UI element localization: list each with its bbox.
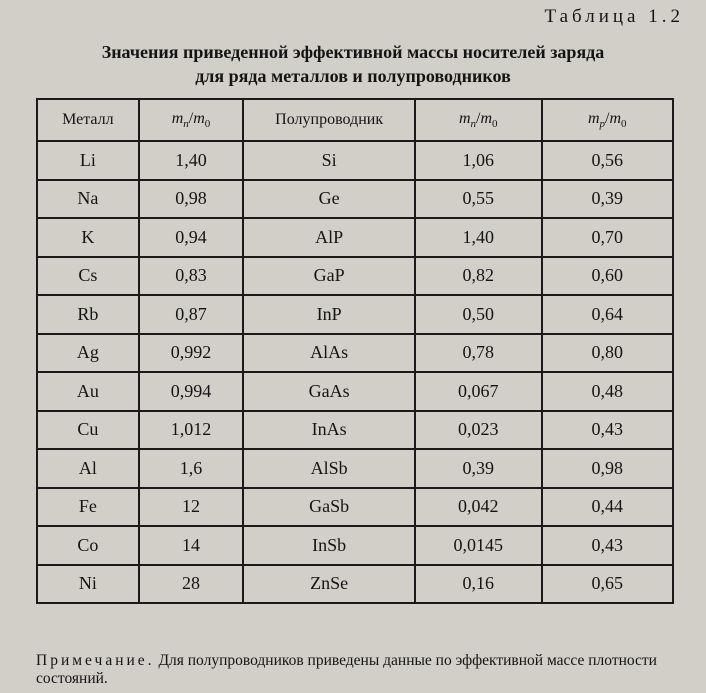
mp-cell: 0,56 (542, 141, 674, 180)
semiconductor-cell: GaAs (243, 372, 415, 411)
metal-value-cell: 0,94 (139, 218, 244, 257)
semiconductor-cell: InP (243, 295, 415, 334)
header-metal: Металл (37, 99, 139, 141)
metal-value-cell: 28 (139, 565, 244, 604)
metal-value-cell: 1,6 (139, 449, 244, 488)
mn-cell: 0,50 (415, 295, 542, 334)
mn-cell: 0,82 (415, 257, 542, 296)
metal-value-cell: 0,87 (139, 295, 244, 334)
metal-value-cell: 1,012 (139, 411, 244, 450)
metal-value-cell: 12 (139, 488, 244, 527)
mn-cell: 0,067 (415, 372, 542, 411)
header-row (37, 99, 673, 141)
table-row (37, 218, 673, 257)
mp-cell: 0,60 (542, 257, 674, 296)
header-metal-ratio: $m_n/m_0$ (139, 99, 244, 141)
table-row (37, 180, 673, 219)
table-row (37, 372, 673, 411)
mp-cell: 0,80 (542, 334, 674, 373)
header-semiconductor: Полупроводник (243, 99, 415, 141)
metal-cell: K (37, 218, 139, 257)
table-row (37, 411, 673, 450)
note-label: Примечание. (36, 652, 155, 669)
mn-cell: 0,39 (415, 449, 542, 488)
metal-value-cell: 14 (139, 526, 244, 565)
semiconductor-cell: Ge (243, 180, 415, 219)
metal-cell: Li (37, 141, 139, 180)
mn-cell: 0,16 (415, 565, 542, 604)
mp-cell: 0,65 (542, 565, 674, 604)
semiconductor-cell: GaP (243, 257, 415, 296)
mn-cell: 1,40 (415, 218, 542, 257)
table-title-line-2: для ряда металлов и полупроводников (195, 66, 511, 86)
mn-cell: 0,042 (415, 488, 542, 527)
mp-cell: 0,39 (542, 180, 674, 219)
semiconductor-cell: InSb (243, 526, 415, 565)
metal-cell: Ag (37, 334, 139, 373)
mn-cell: 0,78 (415, 334, 542, 373)
table-row (37, 295, 673, 334)
metal-cell: Co (37, 526, 139, 565)
semiconductor-cell: AlSb (243, 449, 415, 488)
mn-cell: 0,55 (415, 180, 542, 219)
metal-value-cell: 1,40 (139, 141, 244, 180)
effective-mass-table (36, 98, 674, 604)
semiconductor-cell: AlAs (243, 334, 415, 373)
metal-cell: Na (37, 180, 139, 219)
semiconductor-cell: ZnSe (243, 565, 415, 604)
mp-cell: 0,98 (542, 449, 674, 488)
mp-cell: 0,64 (542, 295, 674, 334)
metal-value-cell: 0,992 (139, 334, 244, 373)
metal-value-cell: 0,83 (139, 257, 244, 296)
table-row (37, 526, 673, 565)
metal-cell: Al (37, 449, 139, 488)
table-row (37, 449, 673, 488)
metal-value-cell: 0,98 (139, 180, 244, 219)
header-semi-ratio-p: $m_p/m_0$ (542, 99, 674, 141)
metal-cell: Cu (37, 411, 139, 450)
mp-cell: 0,70 (542, 218, 674, 257)
semiconductor-cell: InAs (243, 411, 415, 450)
table-row (37, 141, 673, 180)
table-row (37, 334, 673, 373)
table-title (0, 40, 706, 88)
metal-cell: Cs (37, 257, 139, 296)
table-note (36, 652, 686, 688)
header-semi-ratio-n: $m_n/m_0$ (415, 99, 542, 141)
metal-cell: Ni (37, 565, 139, 604)
mn-cell: 0,0145 (415, 526, 542, 565)
table-row (37, 257, 673, 296)
note-text: Для полупроводников приведены данные по эффективной массе плотности состояний. (36, 652, 657, 687)
metal-value-cell: 0,994 (139, 372, 244, 411)
table-row (37, 488, 673, 527)
mp-cell: 0,43 (542, 411, 674, 450)
mn-cell: 1,06 (415, 141, 542, 180)
semiconductor-cell: Si (243, 141, 415, 180)
mp-cell: 0,43 (542, 526, 674, 565)
metal-cell: Au (37, 372, 139, 411)
metal-cell: Fe (37, 488, 139, 527)
mp-cell: 0,44 (542, 488, 674, 527)
mn-cell: 0,023 (415, 411, 542, 450)
metal-cell: Rb (37, 295, 139, 334)
table-title-line-1: Значения приведенной эффективной массы носителей заряда (101, 42, 605, 62)
table-number: Таблица 1.2 (544, 6, 684, 27)
semiconductor-cell: GaSb (243, 488, 415, 527)
semiconductor-cell: AlP (243, 218, 415, 257)
mp-cell: 0,48 (542, 372, 674, 411)
table-row (37, 565, 673, 604)
